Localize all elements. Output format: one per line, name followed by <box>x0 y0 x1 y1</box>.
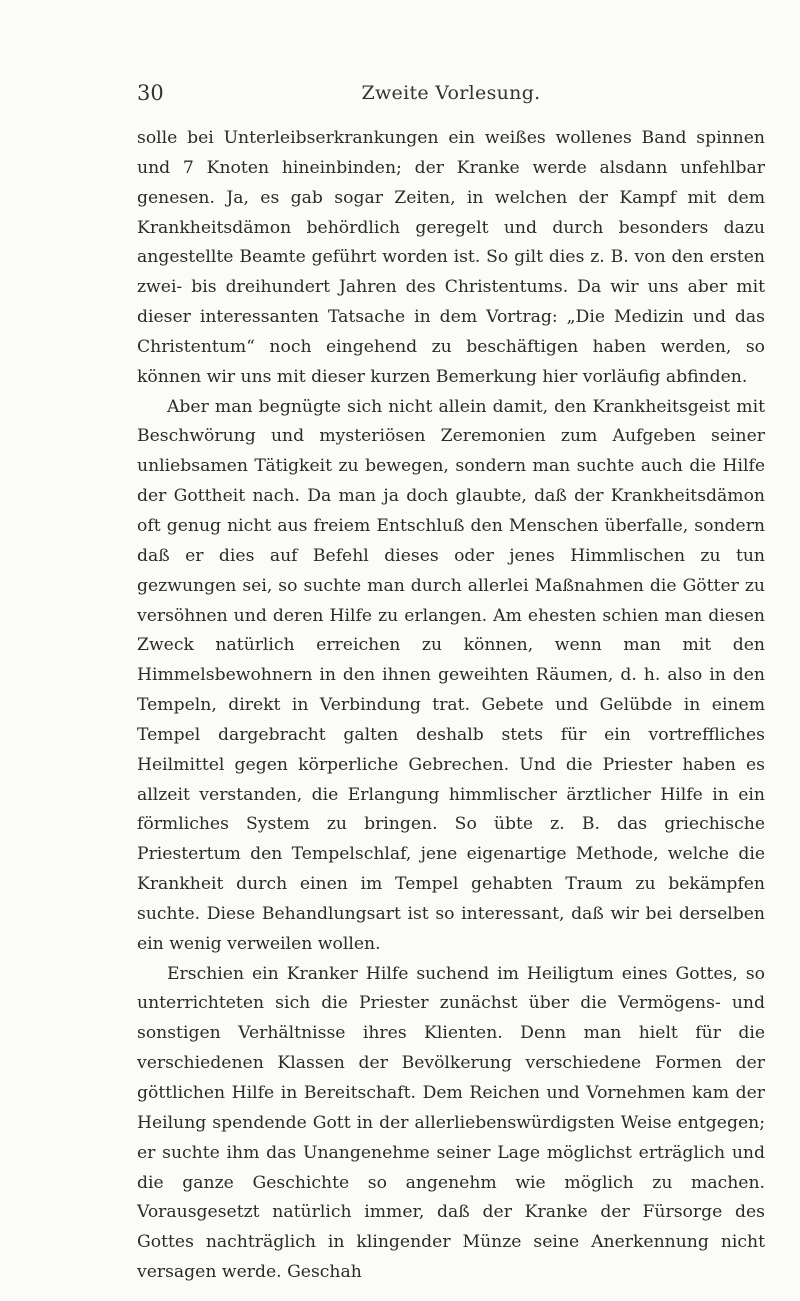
running-header <box>137 78 765 112</box>
paragraph-3: Erschien ein Kranker Hilfe suchend im Heiligtum eines Gottes, so unterrichteten sich die Priester zunächst über die Vermögens- und sonstigen Verhältnisse ihres Klienten. Denn man hielt für die verschiedenen Klassen der Bevölkerung verschiedene Formen der göttlichen Hilfe in Bereitschaft. Dem Reichen und Vornehmen kam der Heilung spendende Gott in der allerliebenswürdigsten Weise entgegen; er suchte ihm das Unangenehme seiner Lage möglichst erträglich und die ganze Geschichte so angenehm wie möglich zu machen. Vorausgesetzt natürlich immer, daß der Kranke der Fürsorge des Gottes nachträglich in klingender Münze seine Anerkennung nicht versagen werde. Geschah <box>137 963 765 1283</box>
body-text <box>137 124 765 1288</box>
page-number: 30 <box>137 81 164 105</box>
paragraph-2: Aber man begnügte sich nicht allein damit, den Krankheitsgeist mit Beschwörung und mysteriösen Zeremonien zum Aufgeben seiner unliebsamen Tätigkeit zu bewegen, sondern man suchte auch die Hilfe der Gottheit nach. Da man ja doch glaubte, daß der Krankheitsdämon oft genug nicht aus freiem Entschluß den Menschen überfalle, sondern daß er dies auf Befehl dieses oder jenes Himmlischen zu tun gezwungen sei, so suchte man durch allerlei Maßnahmen die Götter zu versöhnen und deren Hilfe zu erlangen. Am ehesten schien man diesen Zweck natürlich erreichen zu können, wenn man mit den Himmelsbewohnern in den ihnen geweihten Räumen, d. h. also in den Tempeln, direkt in Verbindung trat. Gebete und Gelübde in einem Tempel dargebracht galten deshalb stets für ein vortreffliches Heilmittel gegen körperliche Gebrechen. Und die Priester haben es allzeit verstanden, die Erlangung himmlischer ärztlicher Hilfe in ein förmliches System zu bringen. So übte z. B. das griechische Priestertum den Tempelschlaf, jene eigenartige Methode, welche die Krankheit durch einen im Tempel gehabten Traum zu bekämpfen suchte. Diese Behandlungsart ist so interessant, daß wir bei derselben ein wenig verweilen wollen. <box>137 396 765 954</box>
running-title: Zweite Vorlesung. <box>361 82 541 104</box>
paragraph-1: solle bei Unterleibserkrankungen ein weißes wollenes Band spinnen und 7 Knoten hineinbinden; der Kranke werde alsdann unfehlbar genesen. Ja, es gab sogar Zeiten, in welchen der Kampf mit dem Krankheitsdämon behördlich geregelt und durch besonders dazu angestellte Beamte geführt worden ist. So gilt dies z. B. von den ersten zwei- bis dreihundert Jahren des Christentums. Da wir uns aber mit dieser interessanten Tatsache in dem Vortrag: „Die Medizin und das Christentum“ noch eingehend zu beschäftigen haben werden, so können wir uns mit dieser kurzen Bemerkung hier vorläufig abfinden. <box>137 128 765 387</box>
